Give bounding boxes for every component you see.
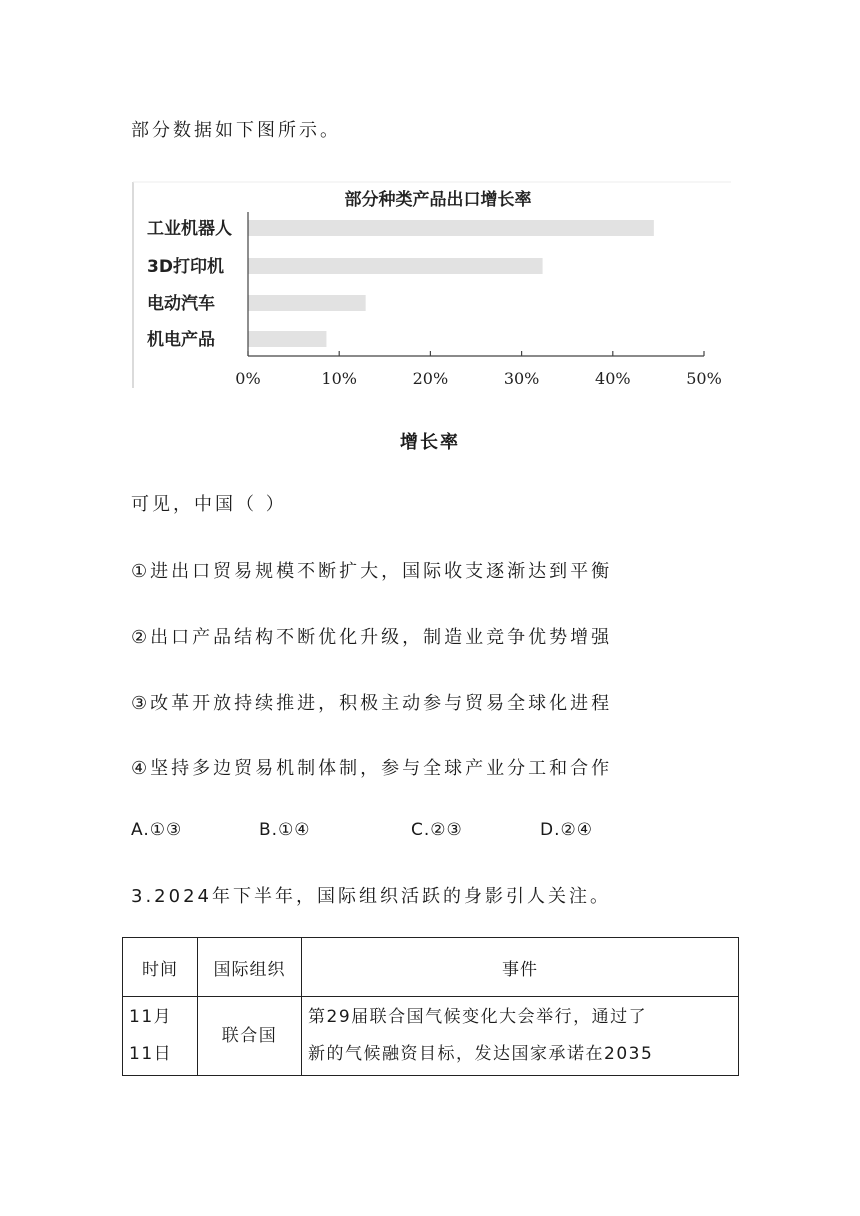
x-tick-label-5: 50% xyxy=(686,369,722,388)
cell-organization: 联合国 xyxy=(198,997,302,1076)
intro-text: 部分数据如下图所示。 xyxy=(131,120,341,141)
question3-stem: 3.2024年下半年，国际组织活跃的身影引人关注。 xyxy=(131,886,611,907)
category-labels xyxy=(147,218,232,350)
cell-time-line1: 11月 xyxy=(129,1007,173,1027)
cell-event xyxy=(302,997,739,1076)
events-table xyxy=(122,937,739,1076)
statement-3: ③改革开放持续推进，积极主动参与贸易全球化进程 xyxy=(131,693,613,714)
category-label-2: 3D打印机 xyxy=(147,257,224,277)
export-growth-bar-chart xyxy=(131,180,731,390)
category-label-3: 电动汽车 xyxy=(147,294,215,314)
x-tick-label-3: 30% xyxy=(503,369,540,388)
category-label-1: 工业机器人 xyxy=(147,219,232,239)
option-b[interactable]: B.①④ xyxy=(259,820,311,840)
x-tick-label-1: 10% xyxy=(321,369,357,388)
bar-4 xyxy=(248,331,326,347)
option-a[interactable]: A.①③ xyxy=(131,820,183,840)
cell-event-line2: 新的气候融资目标，发达国家承诺在2035 xyxy=(308,1044,654,1064)
option-d[interactable]: D.②④ xyxy=(540,820,593,840)
cell-time xyxy=(123,997,198,1076)
header-organization: 国际组织 xyxy=(198,938,302,997)
table-header-row xyxy=(123,938,739,997)
statement-2: ②出口产品结构不断优化升级，制造业竞争优势增强 xyxy=(131,627,613,648)
x-tick-label-2: 20% xyxy=(412,369,449,388)
x-tick-label-0: 0% xyxy=(235,369,261,388)
bar-3 xyxy=(248,295,366,311)
bar-1 xyxy=(248,220,654,236)
chart-caption: 增长率 xyxy=(400,432,460,453)
x-tick-label-4: 40% xyxy=(595,369,631,388)
statement-4: ④坚持多边贸易机制体制，参与全球产业分工和合作 xyxy=(131,758,613,779)
header-time: 时间 xyxy=(123,938,198,997)
question-stem: 可见，中国（ ） xyxy=(131,494,287,515)
header-event: 事件 xyxy=(302,938,739,997)
bars-layer xyxy=(248,220,654,347)
statement-1: ①进出口贸易规模不断扩大，国际收支逐渐达到平衡 xyxy=(131,561,613,582)
bar-2 xyxy=(248,258,543,274)
category-label-4: 机电产品 xyxy=(147,330,215,350)
cell-time-line2: 11日 xyxy=(129,1044,173,1064)
table-row xyxy=(123,997,739,1076)
option-c[interactable]: C.②③ xyxy=(411,820,463,840)
chart-title: 部分种类产品出口增长率 xyxy=(344,190,532,210)
cell-event-line1: 第29届联合国气候变化大会举行，通过了 xyxy=(308,1007,648,1027)
